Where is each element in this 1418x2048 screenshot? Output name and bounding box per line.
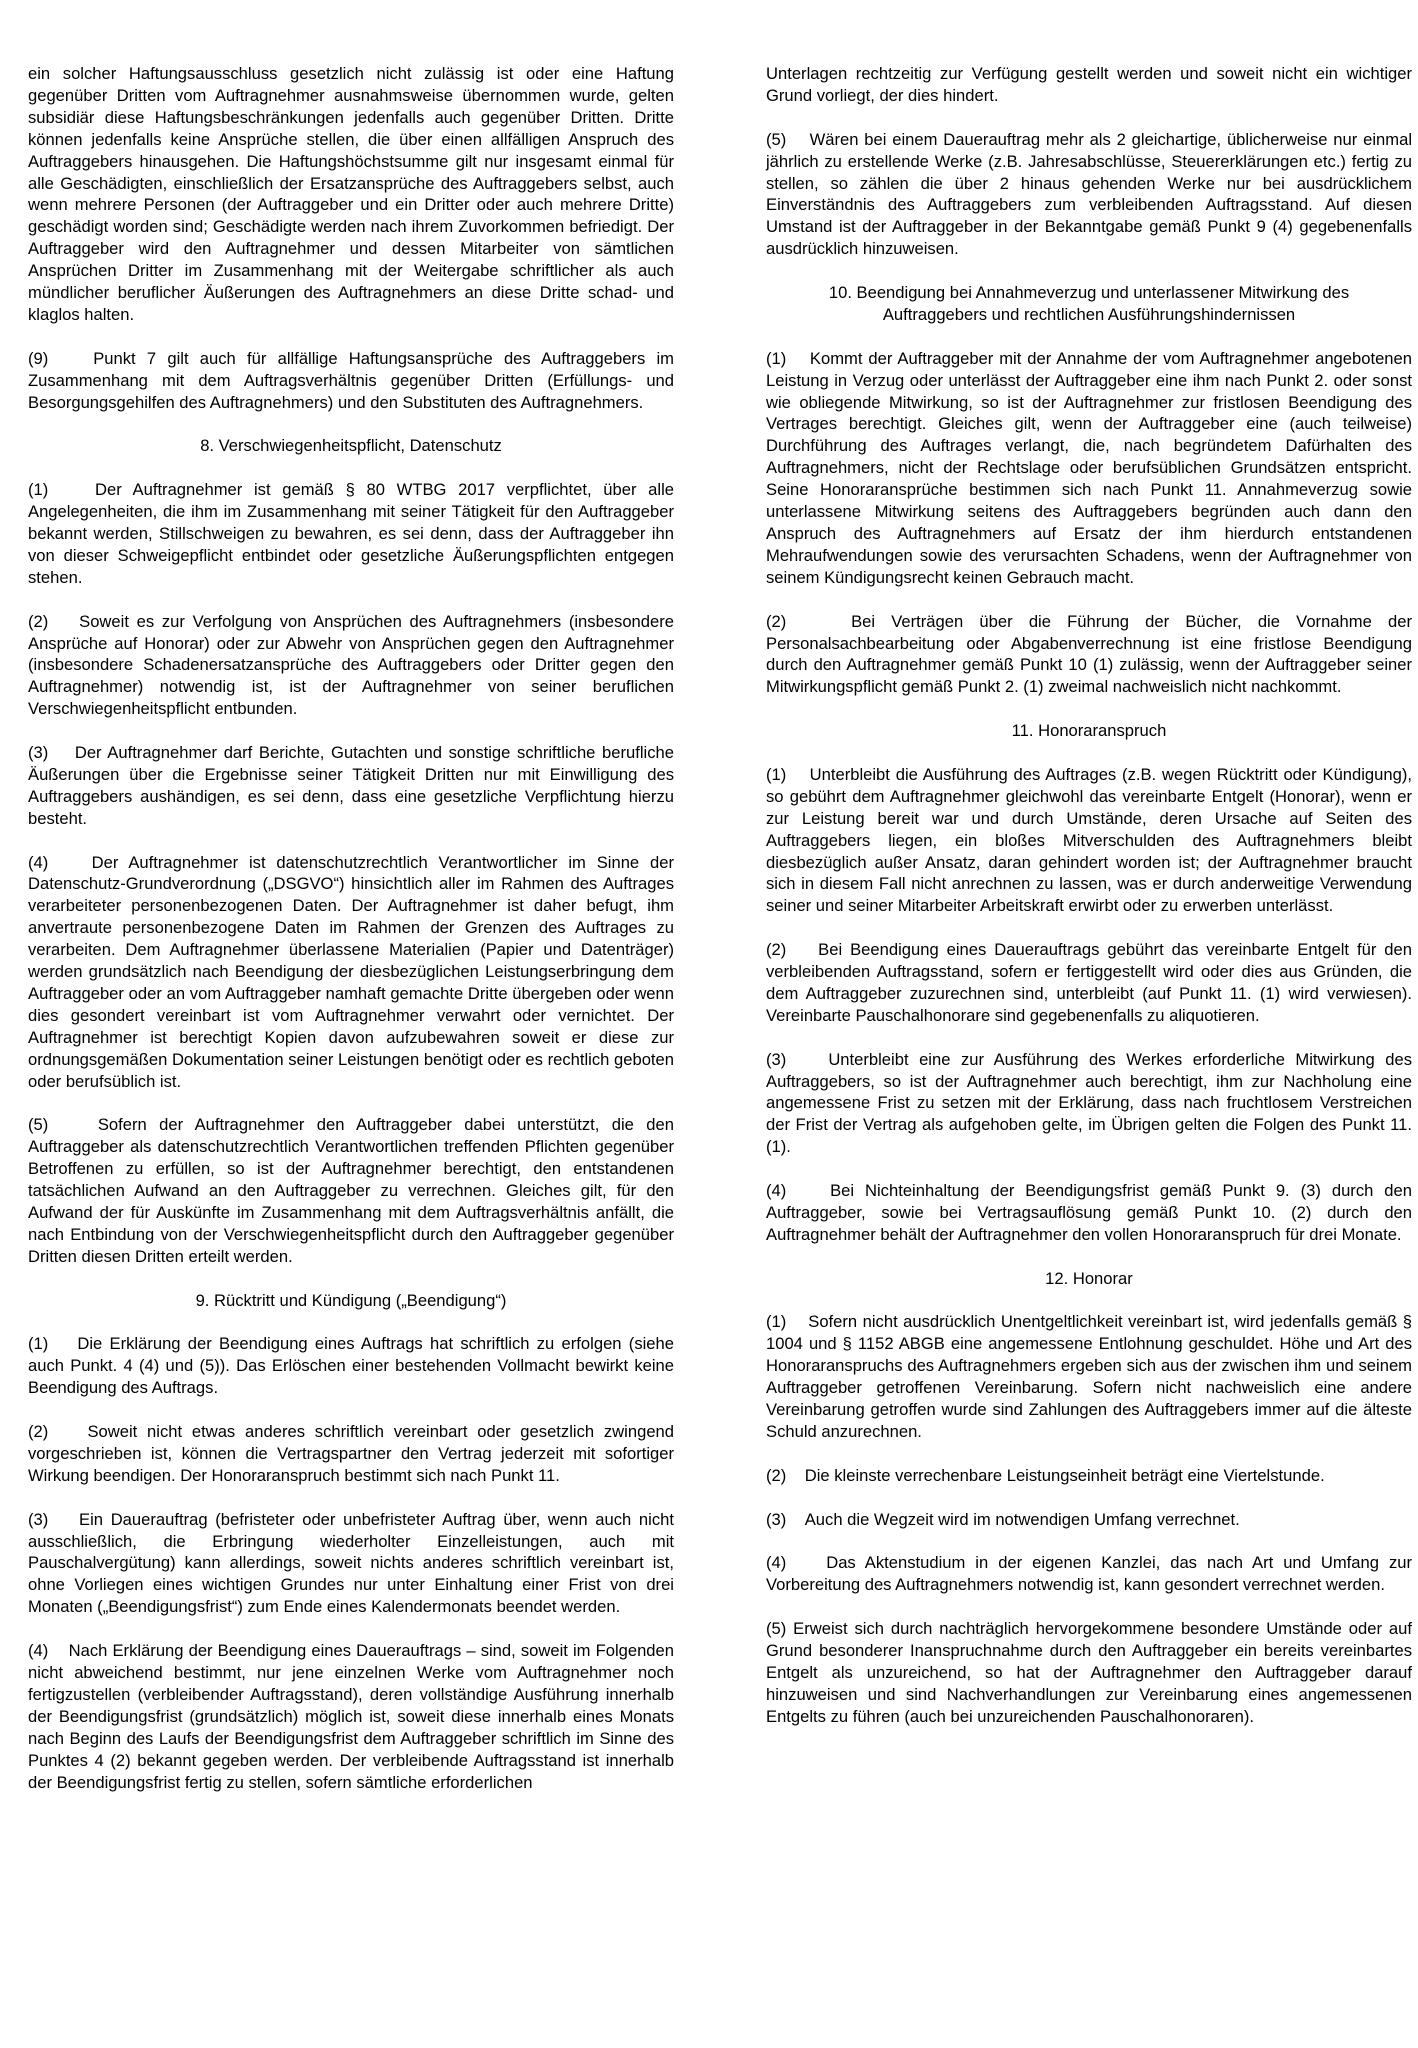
left-column bbox=[28, 63, 674, 2043]
paragraph-7-9: (9) Punkt 7 gilt auch für allfällige Haftungsansprüche des Auftraggebers im Zusammenhang mit dem Auftragsverhältnis gegenüber Dritten (Erfüllungs- und Besorgungsgehilfen des Auftragnehmers) und den Substituten des Auftragnehmers. bbox=[28, 348, 674, 412]
paragraph-12-1: (1) Sofern nicht ausdrücklich Unentgeltlichkeit vereinbart ist, wird jedenfalls gemäß § 1004 und § 1152 ABGB eine angemessene Entlohnung geschuldet. Höhe und Art des Honoraranspruchs des Auftragnehmers ergeben sich aus der zwischen ihm und seinem Auftraggeber getroffenen Vereinbarung. Sofern nicht nachweislich eine andere Vereinbarung getroffen wurde sind Zahlungen des Auftraggebers immer auf die älteste Schuld anzurechnen. bbox=[766, 1312, 1412, 1442]
paragraph-9-4: (4) Nach Erklärung der Beendigung eines Dauerauftrags – sind, soweit im Folgenden nicht abweichend bestimmt, nur jene einzelnen Werke vom Auftragnehmer noch fertigzustellen (verbleibender Auftragsstand), deren vollständige Ausführung innerhalb der Beendigungsfrist (grundsätzlich) möglich ist, soweit diese innerhalb eines Monats nach Beginn des Laufs der Beendigungsfrist dem Auftraggeber schriftlich im Sinne des Punktes 4 (2) bekannt gegeben werden. Der verbleibende Auftragsstand ist innerhalb der Beendigungsfrist fertig zu stellen, sofern sämtliche erforderlichen bbox=[28, 1641, 674, 1792]
document-page bbox=[28, 63, 1412, 2043]
paragraph-8-2: (2) Soweit es zur Verfolgung von Ansprüchen des Auftragnehmers (insbesondere Ansprüche auf Honorar) oder zur Abwehr von Ansprüchen gegen den Auftragnehmer (insbesondere Schadenersatzansprüche des Auftraggebers oder Dritter gegen den Auftragnehmer) notwendig ist, ist der Auftragnehmer von seiner beruflichen Verschwiegenheitspflicht entbunden. bbox=[28, 611, 674, 719]
paragraph-8-5: (5) Sofern der Auftragnehmer den Auftraggeber dabei unterstützt, die den Auftraggeber als datenschutzrechtlich Verantwortlichen treffenden Pflichten gegenüber Betroffenen zu erfüllen, so ist der Auftragnehmer berechtigt, den entstandenen tatsächlichen Aufwand an den Auftraggeber zu verrechnen. Gleiches gilt, für den Aufwand der für Auskünfte im Zusammenhang mit dem Auftragsverhältnis anfällt, die nach Entbindung von der Verschwiegenheitspflicht durch den Auftraggeber gegenüber Dritten diesen Dritten erteilt werden. bbox=[28, 1115, 674, 1266]
paragraph-10-2: (2) Bei Verträgen über die Führung der Bücher, die Vornahme der Personalsachbearbeitung oder Abgabenverrechnung ist eine fristlose Beendigung durch den Auftragnehmer gemäß Punkt 10 (1) zulässig, wenn der Auftraggeber seiner Mitwirkungspflicht gemäß Punkt 2. (1) zweimal nachweislich nicht nachkommt. bbox=[766, 611, 1412, 697]
section-heading-10-line-2: Auftraggebers und rechtlichen Ausführungshindernissen bbox=[882, 304, 1296, 324]
paragraph-9-4-continued: Unterlagen rechtzeitig zur Verfügung gestellt werden und soweit nicht ein wichtiger Grund vorliegt, der dies hindert. bbox=[766, 64, 1412, 105]
section-heading-11: 11. Honoraranspruch bbox=[1011, 721, 1167, 741]
paragraph-11-2: (2) Bei Beendigung eines Dauerauftrags gebührt das vereinbarte Entgelt für den verbleibenden Auftragsstand, sofern er fertiggestellt wird oder dies aus Gründen, die dem Auftraggeber zuzurechnen sind, unterbleibt (auf Punkt 11. (1) wird verwiesen). Vereinbarte Pauschalhonorare sind gegebenenfalls zu aliquotieren. bbox=[766, 940, 1412, 1025]
paragraph-liability-continued: ein solcher Haftungsausschluss gesetzlich nicht zulässig ist oder eine Haftung gegenüber Dritten vom Auftragnehmer ausnahmsweise übernommen wurde, gelten subsidiär diese Haftungsbeschränkungen jedenfalls auch gegenüber Dritten. Dritte können jedenfalls keine Ansprüche stellen, die über einen allfälligen Anspruch des Auftraggebers hinausgehen. Die Haftungshöchstsumme gilt nur insgesamt einmal für alle Geschädigten, einschließlich der Ersatzansprüche des Auftraggebers selbst, auch wenn mehrere Personen (der Auftraggeber und ein Dritter oder auch mehrere Dritte) geschädigt worden sind; Geschädigte werden nach ihrem Zuvorkommen befriedigt. Der Auftraggeber wird den Auftragnehmer und dessen Mitarbeiter von sämtlichen Ansprüchen Dritter im Zusammenhang mit der Weitergabe schriftlicher als auch mündlicher beruflicher Äußerungen des Auftragnehmers an diese Dritte schad- und klaglos halten. bbox=[28, 64, 674, 324]
paragraph-12-4: (4) Das Aktenstudium in der eigenen Kanzlei, das nach Art und Umfang zur Vorbereitung des Auftragnehmers notwendig ist, kann gesondert verrechnet werden. bbox=[766, 1553, 1412, 1595]
section-heading-8: 8. Verschwiegenheitspflicht, Datenschutz bbox=[200, 436, 502, 456]
paragraph-9-2: (2) Soweit nicht etwas anderes schriftlich vereinbart oder gesetzlich zwingend vorgeschrieben ist, können die Vertragspartner den Vertrag jederzeit mit sofortiger Wirkung beendigen. Der Honoraranspruch bestimmt sich nach Punkt 11. bbox=[28, 1422, 674, 1485]
paragraph-8-3: (3) Der Auftragnehmer darf Berichte, Gutachten und sonstige schriftliche berufliche Äußerungen über die Ergebnisse seiner Tätigkeit Dritten nur mit Einwilligung des Auftraggebers aushändigen, es sei denn, dass eine gesetzliche Verpflichtung hierzu besteht. bbox=[28, 743, 674, 828]
paragraph-12-2: (2) Die kleinste verrechenbare Leistungseinheit beträgt eine Viertelstunde. bbox=[766, 1465, 1325, 1485]
paragraph-9-1: (1) Die Erklärung der Beendigung eines Auftrags hat schriftlich zu erfolgen (siehe auch Punkt. 4 (4) und (5)). Das Erlöschen einer bestehenden Vollmacht bewirkt keine Beendigung des Auftrags. bbox=[28, 1334, 674, 1398]
paragraph-11-4: (4) Bei Nichteinhaltung der Beendigungsfrist gemäß Punkt 9. (3) durch den Auftraggeber, sowie bei Vertragsauflösung gemäß Punkt 10. (2) durch den Auftragnehmer behält der Auftragnehmer den vollen Honoraranspruch für drei Monate. bbox=[766, 1181, 1412, 1244]
section-heading-12: 12. Honorar bbox=[1045, 1268, 1133, 1288]
section-heading-10-line-1: 10. Beendigung bei Annahmeverzug und unterlassener Mitwirkung des bbox=[828, 283, 1350, 303]
section-heading-10 bbox=[766, 282, 1412, 326]
right-column bbox=[766, 63, 1412, 2043]
paragraph-11-1: (1) Unterbleibt die Ausführung des Auftrages (z.B. wegen Rücktritt oder Kündigung), so gebührt dem Auftragnehmer gleichwohl das vereinbarte Entgelt (Honorar), wenn er zur Leistung bereit war und durch Umstände, deren Ursache auf Seiten des Auftraggebers liegen, ein bloßes Mitverschulden des Auftragnehmers bleibt diesbezüglich außer Ansatz, daran gehindert worden ist; der Auftragnehmer braucht sich in diesem Fall nicht anrechnen zu lassen, was er durch anderweitige Verwendung seiner und seiner Mitarbeiter Arbeitskraft erwirbt oder zu erwerben unterlässt. bbox=[766, 764, 1412, 916]
paragraph-8-4: (4) Der Auftragnehmer ist datenschutzrechtlich Verantwortlicher im Sinne der Datenschutz-Grundverordnung („DSGVO“) hinsichtlich aller im Rahmen des Auftrages verarbeiteter personenbezogenen Daten. Der Auftragnehmer ist daher befugt, ihm anvertraute personenbezogene Daten im Rahmen der Grenzen des Auftrages zu verarbeiten. Dem Auftragnehmer überlassene Materialien (Papier und Datenträger) werden grundsätzlich nach Beendigung der diesbezüglichen Leistungserbringung dem Auftraggeber oder an vom Auftraggeber namhaft gemachte Dritte übergeben oder wenn dies gesondert vereinbart ist vom Auftragnehmer verwahrt oder vernichtet. Der Auftragnehmer ist berechtigt Kopien davon aufzubewahren soweit er diese zur ordnungsgemäßen Dokumentation seiner Leistungen benötigt oder es rechtlich geboten oder berufsüblich ist. bbox=[28, 852, 674, 1091]
paragraph-12-3: (3) Auch die Wegzeit wird im notwendigen Umfang verrechnet. bbox=[766, 1509, 1240, 1529]
paragraph-12-5: (5) Erweist sich durch nachträglich hervorgekommene besondere Umstände oder auf Grund besonderer Inanspruchnahme durch den Auftraggeber ein bereits vereinbartes Entgelt als unzureichend, so hat der Auftragnehmer den Auftraggeber darauf hinzuweisen und sind Nachverhandlungen zur Vereinbarung eines angemessenen Entgelts zu führen (auch bei unzureichenden Pauschalhonoraren). bbox=[766, 1619, 1412, 1726]
paragraph-10-1: (1) Kommt der Auftraggeber mit der Annahme der vom Auftragnehmer angebotenen Leistung in Verzug oder unterlässt der Auftraggeber eine ihm nach Punkt 2. oder sonst wie obliegende Mitwirkung, so ist der Auftragnehmer zur fristlosen Beendigung des Vertrages berechtigt. Gleiches gilt, wenn der Auftraggeber eine (auch teilweise) Durchführung des Auftrages verlangt, die, nach begründetem Dafürhalten des Auftragnehmers, nicht der Rechtslage oder berufsüblichen Grundsätzen entspricht. Seine Honoraransprüche bestimmen sich nach Punkt 11. Annahmeverzug sowie unterlassene Mitwirkung seitens des Auftraggebers begründen auch dann den Anspruch des Auftragnehmers auf Ersatz der ihm hierdurch entstandenen Mehraufwendungen sowie des verursachten Schadens, wenn der Auftragnehmer von seinem Kündigungsrecht keinen Gebrauch macht. bbox=[766, 348, 1412, 587]
section-heading-9: 9. Rücktritt und Kündigung („Beendigung“) bbox=[195, 1290, 507, 1310]
paragraph-11-3: (3) Unterbleibt eine zur Ausführung des Werkes erforderliche Mitwirkung des Auftraggebers, so ist der Auftragnehmer auch berechtigt, ihm zur Nachholung eine angemessene Frist zu setzen mit der Erklärung, dass nach fruchtlosem Verstreichen der Frist der Vertrag als aufgehoben gelte, im Übrigen gelten die Folgen des Punkt 11. (1). bbox=[766, 1049, 1412, 1157]
paragraph-9-3: (3) Ein Dauerauftrag (befristeter oder unbefristeter Auftrag über, wenn auch nicht ausschließlich, die Erbringung wiederholter Einzelleistungen, auch mit Pauschalvergütung) kann allerdings, soweit nichts anderes schriftlich vereinbart ist, ohne Vorliegen eines wichtigen Grundes nur unter Einhaltung einer Frist von drei Monaten („Beendigungsfrist“) zum Ende eines Kalendermonats beendet werden. bbox=[28, 1509, 674, 1617]
paragraph-9-5: (5) Wären bei einem Dauerauftrag mehr als 2 gleichartige, üblicherweise nur einmal jährlich zu erstellende Werke (z.B. Jahresabschlüsse, Steuererklärungen etc.) fertig zu stellen, so zählen die über 2 hinaus gehenden Werke nur bei ausdrücklichem Einverständnis des Auftraggebers zum verbleibenden Auftragsstand. Auf diesen Umstand ist der Auftraggeber in der Bekanntgabe gemäß Punkt 9 (4) gegebenenfalls ausdrücklich hinzuweisen. bbox=[766, 129, 1412, 259]
paragraph-8-1: (1) Der Auftragnehmer ist gemäß § 80 WTBG 2017 verpflichtet, über alle Angelegenheiten, die ihm im Zusammenhang mit seiner Tätigkeit für den Auftraggeber bekannt werden, Stillschweigen zu bewahren, es sei denn, dass der Auftraggeber ihn von dieser Schweigepflicht entbindet oder gesetzliche Äußerungspflichten entgegen stehen. bbox=[28, 480, 674, 587]
